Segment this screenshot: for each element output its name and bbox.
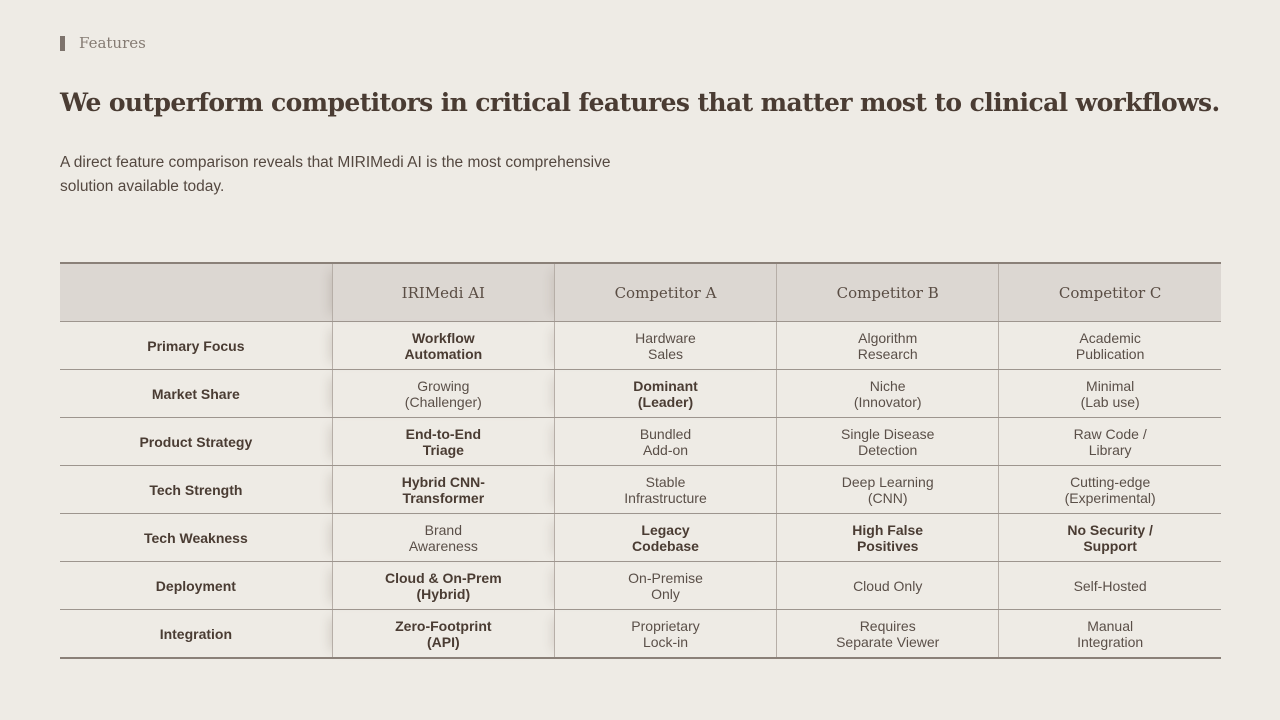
- section-label: Features: [79, 34, 146, 52]
- table-body: [60, 322, 1221, 659]
- table-cell-competitor-c: [999, 322, 1221, 370]
- table-cell-competitor-c: [999, 370, 1221, 418]
- cell-line-1: On-Premise: [628, 569, 703, 586]
- table-row: [60, 418, 1221, 466]
- column-header-corner: [60, 263, 332, 322]
- cell-line-2: Publication: [1075, 345, 1145, 362]
- cell-line-2: Add-on: [642, 441, 689, 458]
- cell-line-1: Manual: [1087, 617, 1134, 634]
- table-cell-competitor-a: [554, 562, 776, 610]
- cell-line-2: Positives: [856, 537, 919, 554]
- row-header: Tech Weakness: [60, 514, 332, 562]
- cell-line-2: Integration: [1077, 633, 1144, 650]
- cell-line-1: Bundled: [639, 425, 692, 442]
- cell-line-1: Deep Learning: [841, 473, 934, 490]
- cell-line-1: Raw Code /: [1073, 425, 1147, 442]
- table-cell-irimedi: [332, 514, 554, 562]
- cell-line-1: High False: [852, 521, 924, 538]
- table-cell-competitor-c: [999, 562, 1221, 610]
- cell-line-1: Algorithm: [858, 329, 918, 346]
- cell-line-1: Cutting-edge: [1070, 473, 1151, 490]
- cell-line-2: Codebase: [632, 537, 699, 554]
- table-cell-irimedi: [332, 466, 554, 514]
- table-cell-irimedi: [332, 418, 554, 466]
- cell-line-1: Niche: [869, 377, 906, 394]
- cell-line-2: Automation: [404, 345, 483, 362]
- column-header-competitor-c: Competitor C: [999, 263, 1221, 322]
- cell-line-1: Brand: [424, 521, 462, 538]
- cell-line-2: (Challenger): [404, 393, 482, 410]
- cell-line-1: Minimal: [1086, 377, 1135, 394]
- row-header: Integration: [159, 625, 233, 642]
- cell-line-2: (Innovator): [853, 393, 922, 410]
- cell-line-2: (Lab use): [1080, 393, 1140, 410]
- table-row: [60, 514, 1221, 562]
- row-header: Market Share: [60, 370, 332, 418]
- cell-line-2: Triage: [422, 441, 464, 458]
- table-row: [60, 466, 1221, 514]
- table-cell-competitor-c: [999, 610, 1221, 659]
- cell-line-2: Only: [651, 585, 680, 602]
- cell-line-2: (Leader): [637, 393, 694, 410]
- cell-line-2: Library: [1088, 441, 1132, 458]
- table-cell-competitor-a: [554, 322, 776, 370]
- cell-line-1: Academic: [1079, 329, 1141, 346]
- page-title: We outperform competitors in critical features that matter most to clinical workflows.: [60, 88, 1220, 117]
- column-header-competitor-a: Competitor A: [554, 263, 776, 322]
- table-cell-competitor-b: [777, 514, 999, 562]
- table-row: [60, 370, 1221, 418]
- table-cell-competitor-c: [999, 418, 1221, 466]
- table-cell-irimedi: [332, 562, 554, 610]
- cell-line-1: Stable: [645, 473, 686, 490]
- cell-line-1: Hardware: [635, 329, 696, 346]
- cell-line-1: Workflow: [411, 329, 475, 346]
- table-cell-irimedi: [332, 610, 554, 659]
- cell-line-1: End-to-End: [405, 425, 482, 442]
- table-row: [60, 610, 1221, 659]
- row-header: Product Strategy: [60, 418, 332, 466]
- cell-line-2: Detection: [858, 441, 918, 458]
- cell-line-1: Cloud & On-Prem: [384, 569, 502, 586]
- table-cell-competitor-b: [777, 370, 999, 418]
- row-header: Deployment: [60, 562, 332, 610]
- table-row: [60, 562, 1221, 610]
- cell-line-1: Self-Hosted: [1073, 577, 1147, 594]
- cell-line-2: (Experimental): [1064, 489, 1156, 506]
- column-header-competitor-b: Competitor B: [777, 263, 999, 322]
- cell-line-2: (API): [426, 633, 460, 650]
- cell-line-2: Separate Viewer: [836, 633, 940, 650]
- cell-line-1: Legacy: [641, 521, 690, 538]
- cell-line-1: Single Disease: [841, 425, 935, 442]
- table-cell-competitor-a: [554, 370, 776, 418]
- row-header: Tech Strength: [60, 466, 332, 514]
- table-cell-competitor-b: [777, 562, 999, 610]
- section-tag: [60, 33, 146, 53]
- cell-line-2: Awareness: [408, 537, 478, 554]
- table-cell-irimedi: [332, 370, 554, 418]
- table-cell-competitor-b: [777, 610, 999, 659]
- table-row: [60, 322, 1221, 370]
- table-cell-competitor-a: [554, 610, 776, 659]
- table-cell-competitor-a: [554, 466, 776, 514]
- cell-line-1: Dominant: [633, 377, 698, 394]
- cell-line-1: Zero-Footprint: [395, 617, 492, 634]
- table-cell-competitor-b: [777, 466, 999, 514]
- row-header: Primary Focus: [60, 322, 332, 370]
- cell-line-2: Research: [857, 345, 918, 362]
- table-cell-competitor-c: [999, 514, 1221, 562]
- table-cell-competitor-a: [554, 514, 776, 562]
- cell-line-2: (Hybrid): [416, 585, 471, 602]
- cell-line-2: Support: [1083, 537, 1137, 554]
- table-header-row: [60, 263, 1221, 322]
- table-cell-competitor-c: [999, 466, 1221, 514]
- cell-line-2: Infrastructure: [624, 489, 707, 506]
- cell-line-1: Cloud Only: [853, 577, 923, 594]
- cell-line-2: Sales: [648, 345, 684, 362]
- cell-line-2: Transformer: [402, 489, 485, 506]
- table-cell-irimedi: [332, 322, 554, 370]
- cell-line-1: Hybrid CNN-: [401, 473, 485, 490]
- cell-line-2: (CNN): [867, 489, 908, 506]
- cell-line-1: Proprietary: [631, 617, 700, 634]
- table-cell-competitor-a: [554, 418, 776, 466]
- cell-line-1: Growing: [417, 377, 470, 394]
- feature-comparison-table: [60, 262, 1221, 659]
- cell-line-2: Lock-in: [642, 633, 689, 650]
- section-marker-bar: [60, 36, 65, 51]
- page-subtitle: A direct feature comparison reveals that MIRIMedi AI is the most comprehensive solution available today.: [60, 154, 611, 195]
- cell-line-1: Requires: [859, 617, 916, 634]
- column-header-irimedi: IRIMedi AI: [332, 263, 554, 322]
- table-cell-competitor-b: [777, 418, 999, 466]
- table-cell-competitor-b: [777, 322, 999, 370]
- cell-line-1: No Security /: [1067, 521, 1153, 538]
